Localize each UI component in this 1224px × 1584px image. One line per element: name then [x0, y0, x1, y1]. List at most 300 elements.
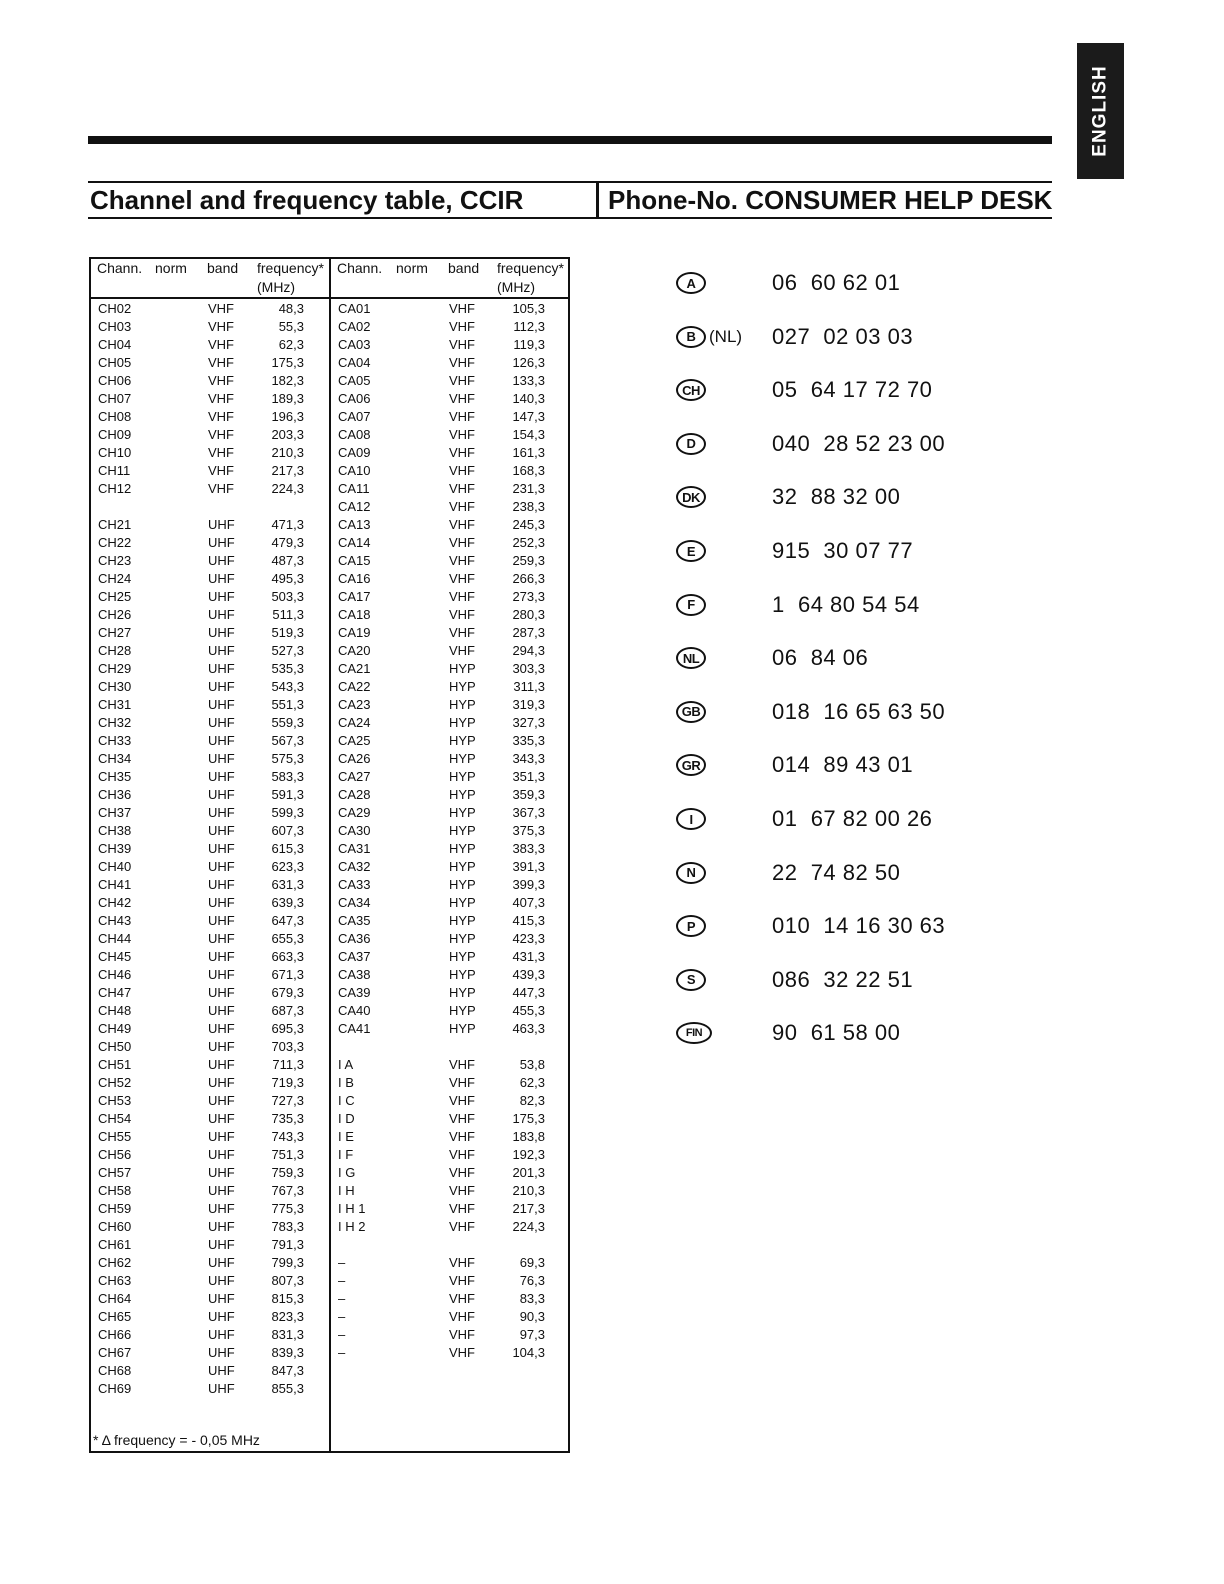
channel-cell: CH43	[98, 913, 132, 928]
channel-cell: CH48	[98, 1003, 132, 1018]
frequency-cell: 303,3	[512, 661, 545, 676]
band-cell: UHF	[208, 1165, 235, 1180]
band-cell: UHF	[208, 1255, 235, 1270]
band-cell: HYP	[449, 715, 476, 730]
channel-cell: CH29	[98, 661, 132, 676]
helpdesk-row	[676, 322, 914, 352]
frequency-cell: 259,3	[512, 553, 545, 568]
band-cell: UHF	[208, 697, 235, 712]
band-cell: UHF	[208, 1129, 235, 1144]
band-cell: UHF	[208, 985, 235, 1000]
band-cell: UHF	[208, 1021, 235, 1036]
channel-cell: CH53	[98, 1093, 132, 1108]
channel-cell: CH68	[98, 1363, 132, 1378]
band-cell: VHF	[449, 1219, 475, 1234]
channel-cell: CA11	[338, 481, 370, 496]
frequency-cell: 69,3	[519, 1255, 545, 1270]
channel-cell: CA14	[338, 535, 371, 550]
frequency-cell: 294,3	[512, 643, 545, 658]
channel-cell: CH30	[98, 679, 132, 694]
channel-cell: CH62	[98, 1255, 132, 1270]
frequency-cell: 479,3	[271, 535, 304, 550]
channel-cell: CA38	[338, 967, 371, 982]
band-cell: VHF	[449, 589, 475, 604]
phone-number: 018 16 65 63 50	[772, 698, 946, 724]
band-cell: UHF	[208, 607, 235, 622]
band-cell: HYP	[449, 877, 476, 892]
band-cell: UHF	[208, 517, 235, 532]
frequency-cell: 168,3	[512, 463, 545, 478]
frequency-cell: 647,3	[271, 913, 304, 928]
channel-cell: CH22	[98, 535, 132, 550]
band-cell: VHF	[449, 481, 475, 496]
band-cell: VHF	[449, 427, 475, 442]
channel-cell: CH11	[98, 463, 131, 478]
country-badge-icon: B	[676, 326, 706, 348]
band-cell: VHF	[449, 1075, 475, 1090]
frequency-cell: 266,3	[512, 571, 545, 586]
frequency-cell: 679,3	[271, 985, 304, 1000]
channel-cell: CH07	[98, 391, 132, 406]
country-badge-icon: I	[676, 808, 706, 830]
header-band: band	[448, 260, 480, 276]
channel-cell: CH69	[98, 1381, 132, 1396]
frequency-cell: 224,3	[512, 1219, 545, 1234]
phone-number: 90 61 58 00	[772, 1020, 901, 1046]
frequency-cell: 367,3	[512, 805, 545, 820]
frequency-cell: 447,3	[512, 985, 545, 1000]
band-cell: VHF	[449, 499, 475, 514]
channel-cell: CA19	[338, 625, 371, 640]
frequency-cell: 238,3	[512, 499, 545, 514]
channel-cell: CH27	[98, 625, 132, 640]
band-cell: UHF	[208, 1057, 235, 1072]
channel-cell: CH36	[98, 787, 132, 802]
band-cell: UHF	[208, 715, 235, 730]
band-cell: UHF	[208, 859, 235, 874]
channel-cell: CA29	[338, 805, 371, 820]
band-cell: UHF	[208, 1183, 235, 1198]
band-cell: VHF	[449, 1183, 475, 1198]
channel-cell: CH52	[98, 1075, 132, 1090]
frequency-cell: 423,3	[512, 931, 545, 946]
band-cell: HYP	[449, 1021, 476, 1036]
band-cell: VHF	[449, 607, 475, 622]
channel-cell: CH04	[98, 337, 132, 352]
band-cell: UHF	[208, 1093, 235, 1108]
band-cell: VHF	[449, 1309, 475, 1324]
band-cell: VHF	[208, 427, 234, 442]
band-cell: VHF	[449, 571, 475, 586]
frequency-cell: 55,3	[278, 319, 304, 334]
channel-cell: CA33	[338, 877, 371, 892]
frequency-cell: 62,3	[278, 337, 304, 352]
band-cell: UHF	[208, 751, 235, 766]
band-cell: HYP	[449, 895, 476, 910]
channel-cell: CA12	[338, 499, 371, 514]
band-cell: HYP	[449, 985, 476, 1000]
frequency-cell: 161,3	[512, 445, 545, 460]
band-cell: UHF	[208, 841, 235, 856]
channel-cell: CH44	[98, 931, 132, 946]
band-cell: UHF	[208, 967, 235, 982]
frequency-cell: 319,3	[512, 697, 545, 712]
channel-cell: CH41	[98, 877, 132, 892]
channel-cell: CA32	[338, 859, 371, 874]
frequency-cell: 210,3	[271, 445, 304, 460]
channel-cell: CH09	[98, 427, 132, 442]
frequency-cell: 203,3	[271, 427, 304, 442]
channel-cell: CH67	[98, 1345, 132, 1360]
band-cell: VHF	[208, 301, 234, 316]
channel-cell: CH26	[98, 607, 132, 622]
phone-number: 027 02 03 03	[772, 323, 914, 349]
channel-cell: CA23	[338, 697, 371, 712]
band-cell: VHF	[449, 643, 475, 658]
helpdesk-row	[676, 858, 901, 888]
channel-cell: CA39	[338, 985, 371, 1000]
channel-cell: CH66	[98, 1327, 132, 1342]
band-cell: VHF	[449, 1273, 475, 1288]
band-cell: UHF	[208, 1309, 235, 1324]
channel-cell: CA30	[338, 823, 371, 838]
band-cell: UHF	[208, 643, 235, 658]
band-cell: VHF	[449, 517, 475, 532]
band-cell: VHF	[449, 1201, 475, 1216]
channel-cell: CA15	[338, 553, 371, 568]
frequency-cell: 535,3	[271, 661, 304, 676]
frequency-cell: 527,3	[271, 643, 304, 658]
header-frequency: frequency*	[257, 260, 324, 276]
channel-cell: CA05	[338, 373, 371, 388]
helpdesk-row	[676, 536, 914, 566]
header-chann: Chann.	[337, 260, 383, 276]
band-cell: VHF	[449, 337, 475, 352]
channel-cell: CA27	[338, 769, 371, 784]
channel-cell: –	[338, 1255, 346, 1270]
channel-cell: CA26	[338, 751, 371, 766]
country-badge-icon: S	[676, 969, 706, 991]
frequency-cell: 743,3	[271, 1129, 304, 1144]
band-cell: UHF	[208, 535, 235, 550]
band-cell: UHF	[208, 1111, 235, 1126]
channel-cell: CH24	[98, 571, 132, 586]
band-cell: VHF	[449, 445, 475, 460]
frequency-cell: 104,3	[512, 1345, 545, 1360]
frequency-cell: 631,3	[271, 877, 304, 892]
band-cell: VHF	[208, 355, 234, 370]
frequency-cell: 182,3	[271, 373, 304, 388]
frequency-cell: 399,3	[512, 877, 545, 892]
frequency-cell: 231,3	[512, 481, 545, 496]
table-footnote: * Δ frequency = - 0,05 MHz	[93, 1432, 260, 1448]
header-norm: norm	[155, 260, 187, 276]
frequency-cell: 543,3	[271, 679, 304, 694]
language-tab	[1077, 43, 1124, 179]
band-cell: HYP	[449, 679, 476, 694]
phone-number: 22 74 82 50	[772, 859, 901, 885]
channel-cell: CH33	[98, 733, 132, 748]
channel-cell: I F	[338, 1147, 354, 1162]
frequency-cell: 663,3	[271, 949, 304, 964]
frequency-cell: 807,3	[271, 1273, 304, 1288]
band-cell: VHF	[208, 463, 234, 478]
frequency-cell: 133,3	[512, 373, 545, 388]
band-cell: VHF	[208, 445, 234, 460]
frequency-cell: 791,3	[271, 1237, 304, 1252]
channel-cell: CH31	[98, 697, 132, 712]
band-cell: UHF	[208, 805, 235, 820]
channel-cell: CA08	[338, 427, 371, 442]
channel-cell: CH63	[98, 1273, 132, 1288]
frequency-cell: 703,3	[271, 1039, 304, 1054]
frequency-cell: 53,8	[519, 1057, 545, 1072]
channel-cell: CA37	[338, 949, 371, 964]
helpdesk-row	[676, 429, 946, 459]
country-badge-icon: GR	[676, 754, 706, 776]
channel-cell: CH56	[98, 1147, 132, 1162]
frequency-cell: 119,3	[513, 337, 545, 352]
country-badge-icon: F	[676, 594, 706, 616]
top-rule	[88, 136, 1052, 144]
frequency-cell: 343,3	[512, 751, 545, 766]
band-cell: UHF	[208, 787, 235, 802]
channel-cell: CH60	[98, 1219, 132, 1234]
band-cell: HYP	[449, 913, 476, 928]
channel-cell: –	[338, 1327, 346, 1342]
channel-cell: –	[338, 1273, 346, 1288]
frequency-cell: 599,3	[271, 805, 304, 820]
channel-cell: I H 2	[338, 1219, 366, 1234]
band-cell: UHF	[208, 1327, 235, 1342]
band-cell: VHF	[449, 1291, 475, 1306]
band-cell: VHF	[449, 1111, 475, 1126]
frequency-cell: 196,3	[271, 409, 304, 424]
band-cell: UHF	[208, 589, 235, 604]
frequency-cell: 759,3	[271, 1165, 304, 1180]
frequency-cell: 415,3	[512, 913, 545, 928]
band-cell: HYP	[449, 823, 476, 838]
channel-cell: CA10	[338, 463, 371, 478]
band-cell: HYP	[449, 859, 476, 874]
channel-cell: I H 1	[338, 1201, 366, 1216]
phone-number: 010 14 16 30 63	[772, 913, 946, 939]
frequency-table	[89, 257, 570, 1453]
channel-cell: I G	[338, 1165, 356, 1180]
channel-cell: CH12	[98, 481, 132, 496]
frequency-cell: 375,3	[512, 823, 545, 838]
band-cell: VHF	[449, 463, 475, 478]
phone-number: 040 28 52 23 00	[772, 430, 946, 456]
band-cell: HYP	[449, 733, 476, 748]
helpdesk-row	[676, 804, 933, 834]
helpdesk-row	[676, 590, 920, 620]
frequency-cell: 463,3	[512, 1021, 545, 1036]
channel-cell: CA07	[338, 409, 371, 424]
frequency-cell: 615,3	[271, 841, 304, 856]
channel-cell: CA02	[338, 319, 371, 334]
band-cell: VHF	[449, 1165, 475, 1180]
frequency-cell: 217,3	[271, 463, 304, 478]
channel-cell: CA34	[338, 895, 371, 910]
frequency-cell: 383,3	[512, 841, 545, 856]
frequency-cell: 815,3	[271, 1291, 304, 1306]
frequency-cell: 839,3	[271, 1345, 304, 1360]
channel-cell: CH61	[98, 1237, 132, 1252]
frequency-cell: 351,3	[512, 769, 545, 784]
band-cell: UHF	[208, 679, 235, 694]
frequency-cell: 751,3	[271, 1147, 304, 1162]
header-frequency: frequency*	[497, 260, 564, 276]
channel-cell: CH46	[98, 967, 132, 982]
band-cell: VHF	[449, 1057, 475, 1072]
helpdesk-row	[676, 268, 901, 298]
channel-cell: CH51	[98, 1057, 132, 1072]
channel-cell: I A	[338, 1057, 354, 1072]
frequency-cell: 210,3	[512, 1183, 545, 1198]
band-cell: UHF	[208, 1237, 235, 1252]
phone-number: 05 64 17 72 70	[772, 377, 933, 403]
frequency-cell: 287,3	[512, 625, 545, 640]
frequency-cell: 855,3	[271, 1381, 304, 1396]
phone-number: 06 60 62 01	[772, 270, 901, 295]
channel-cell: CH58	[98, 1183, 132, 1198]
frequency-cell: 140,3	[512, 391, 545, 406]
band-cell: UHF	[208, 1273, 235, 1288]
helpdesk-row	[676, 697, 946, 727]
frequency-cell: 189,3	[271, 391, 304, 406]
frequency-cell: 687,3	[271, 1003, 304, 1018]
band-cell: HYP	[449, 1003, 476, 1018]
band-cell: UHF	[208, 949, 235, 964]
channel-cell: CH05	[98, 355, 132, 370]
frequency-cell: 503,3	[271, 589, 304, 604]
band-cell: UHF	[208, 1147, 235, 1162]
band-cell: VHF	[449, 373, 475, 388]
band-cell: UHF	[208, 661, 235, 676]
frequency-cell: 147,3	[512, 409, 545, 424]
frequency-cell: 439,3	[512, 967, 545, 982]
band-cell: UHF	[208, 895, 235, 910]
band-cell: UHF	[208, 1219, 235, 1234]
helpdesk-title: Phone-No. CONSUMER HELP DESK	[599, 181, 1052, 219]
frequency-cell: 559,3	[271, 715, 304, 730]
channel-cell: CA22	[338, 679, 371, 694]
band-cell: VHF	[449, 553, 475, 568]
frequency-cell: 783,3	[271, 1219, 304, 1234]
band-cell: UHF	[208, 1003, 235, 1018]
phone-number: 06 84 06	[772, 645, 869, 671]
frequency-cell: 154,3	[512, 427, 545, 442]
frequency-cell: 112,3	[513, 319, 545, 334]
channel-cell: I D	[338, 1111, 355, 1126]
frequency-cell: 90,3	[519, 1309, 545, 1324]
channel-cell: CH03	[98, 319, 132, 334]
channel-cell: CH02	[98, 301, 132, 316]
frequency-cell: 201,3	[512, 1165, 545, 1180]
table-column-divider	[329, 259, 331, 1451]
country-badge-icon: FIN	[676, 1022, 712, 1044]
band-cell: HYP	[449, 841, 476, 856]
phone-number: 1 64 80 54 54	[772, 591, 920, 617]
country-badge-icon: A	[676, 272, 706, 294]
band-cell: VHF	[449, 1093, 475, 1108]
phone-number: 086 32 22 51	[772, 966, 914, 992]
channel-cell: CA03	[338, 337, 371, 352]
band-cell: UHF	[208, 931, 235, 946]
channel-cell: CA41	[338, 1021, 371, 1036]
phone-number: 915 30 07 77	[772, 538, 914, 563]
frequency-cell: 847,3	[271, 1363, 304, 1378]
frequency-cell: 671,3	[271, 967, 304, 982]
band-cell: VHF	[449, 625, 475, 640]
band-cell: HYP	[449, 661, 476, 676]
band-cell: UHF	[208, 877, 235, 892]
frequency-cell: 327,3	[512, 715, 545, 730]
channel-cell: CA36	[338, 931, 371, 946]
frequency-cell: 623,3	[271, 859, 304, 874]
header-band: band	[207, 260, 239, 276]
country-badge-icon: GB	[676, 701, 706, 723]
band-cell: UHF	[208, 913, 235, 928]
frequency-cell: 655,3	[271, 931, 304, 946]
channel-cell: CH25	[98, 589, 132, 604]
frequency-cell: 567,3	[271, 733, 304, 748]
channel-cell: CH40	[98, 859, 132, 874]
channel-cell: CH37	[98, 805, 132, 820]
channel-cell: –	[338, 1309, 346, 1324]
frequency-cell: 359,3	[512, 787, 545, 802]
band-cell: UHF	[208, 1381, 235, 1396]
frequency-cell: 695,3	[271, 1021, 304, 1036]
frequency-cell: 273,3	[512, 589, 545, 604]
frequency-cell: 62,3	[519, 1075, 545, 1090]
frequency-cell: 455,3	[512, 1003, 545, 1018]
frequency-cell: 126,3	[512, 355, 545, 370]
frequency-cell: 391,3	[512, 859, 545, 874]
band-cell: HYP	[449, 697, 476, 712]
channel-cell: CA24	[338, 715, 371, 730]
frequency-cell: 83,3	[519, 1291, 545, 1306]
helpdesk-row	[676, 911, 946, 941]
channel-table-title: Channel and frequency table, CCIR	[88, 181, 596, 219]
channel-cell: –	[338, 1291, 346, 1306]
band-cell: VHF	[208, 319, 234, 334]
channel-cell: CA09	[338, 445, 371, 460]
band-cell: VHF	[449, 1129, 475, 1144]
channel-cell: CA35	[338, 913, 371, 928]
band-cell: UHF	[208, 1039, 235, 1054]
channel-cell: CA06	[338, 391, 371, 406]
channel-cell: CH57	[98, 1165, 132, 1180]
country-badge-suffix: (NL)	[709, 326, 743, 346]
channel-cell: CH28	[98, 643, 132, 658]
channel-cell: CA40	[338, 1003, 371, 1018]
band-cell: VHF	[208, 481, 234, 496]
frequency-cell: 82,3	[519, 1093, 545, 1108]
frequency-cell: 471,3	[271, 517, 304, 532]
country-badge-icon: NL	[676, 647, 706, 669]
band-cell: UHF	[208, 1201, 235, 1216]
helpdesk-row	[676, 965, 914, 995]
channel-cell: CA18	[338, 607, 371, 622]
frequency-cell: 719,3	[271, 1075, 304, 1090]
phone-number: 01 67 82 00 26	[772, 806, 933, 831]
frequency-cell: 799,3	[271, 1255, 304, 1270]
language-tab-label: ENGLISH	[1089, 65, 1111, 157]
frequency-cell: 767,3	[271, 1183, 304, 1198]
band-cell: HYP	[449, 769, 476, 784]
